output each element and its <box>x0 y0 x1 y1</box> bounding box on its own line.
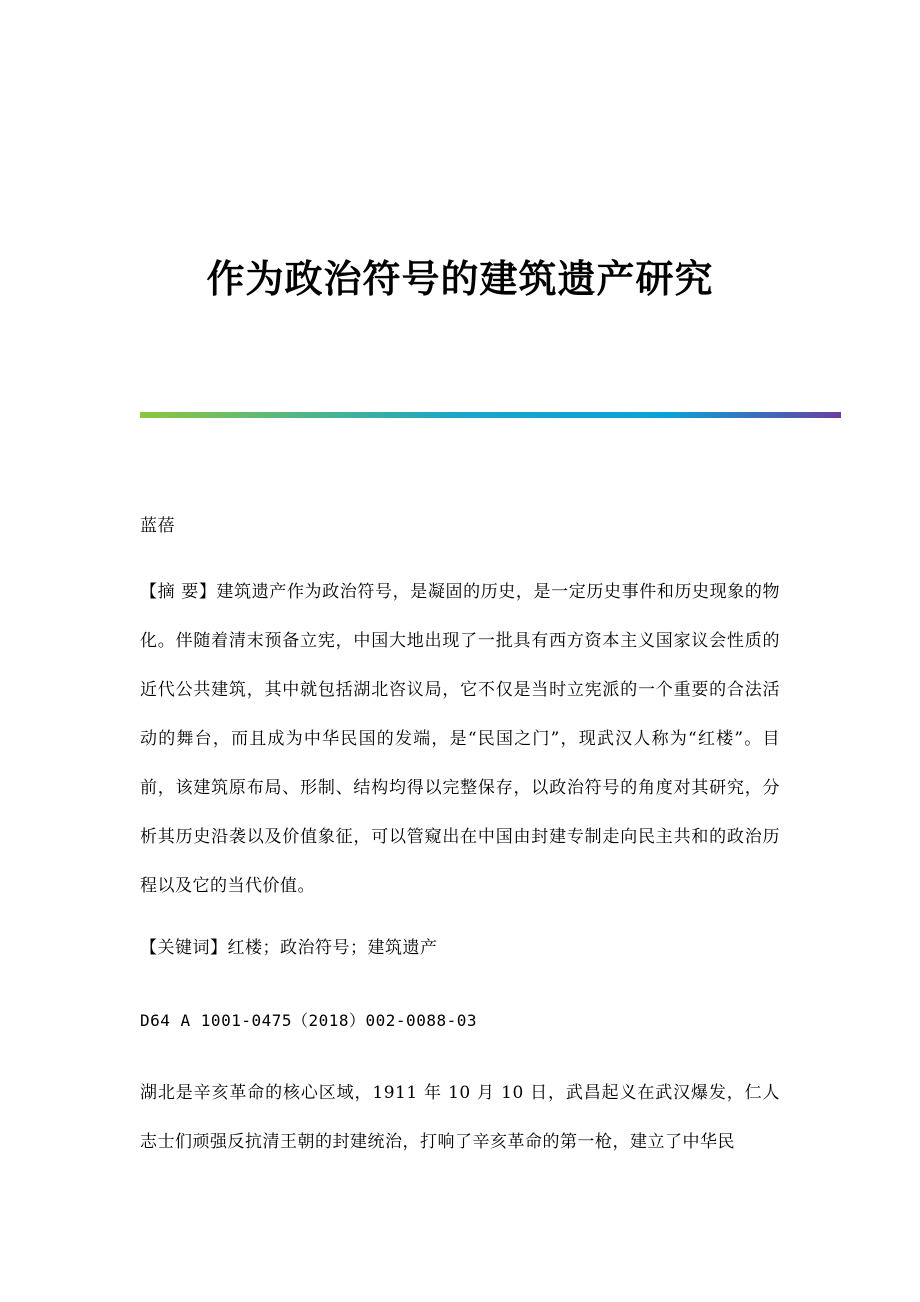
body-paragraph: 湖北是辛亥革命的核心区域，1911 年 10 月 10 日，武昌起义在武汉爆发，仁人志士们顽强反抗清王朝的封建统治，打响了辛亥革命的第一枪，建立了中华民 <box>140 1083 780 1152</box>
keywords <box>140 924 780 973</box>
abstract-text: 建筑遗产作为政治符号，是凝固的历史，是一定历史事件和历史现象的物化。伴随着清末预备立宪，中国大地出现了一批具有西方资本主义国家议会性质的近代公共建筑，其中就包括湖北咨议局，它不仅是当时立宪派的一个重要的合法活动的舞台，而且成为中华民国的发端，是“民国之门”，现武汉人称为“红楼”。目前，该建筑原布局、形制、结构均得以完整保存，以政治符号的角度对其研究，分析其历史沿袭以及价值象征，可以管窥出在中国由封建专制走向民主共和的政治历程以及它的当代价值。 <box>140 582 781 896</box>
document-title: 作为政治符号的建筑遗产研究 <box>206 256 714 302</box>
abstract-label: 【摘 要】 <box>140 582 217 602</box>
keywords-text: 红楼；政治符号；建筑遗产 <box>227 938 438 958</box>
abstract <box>140 568 780 911</box>
decorative-gradient-rule <box>140 412 841 418</box>
author-name: 蓝蓓 <box>140 516 175 536</box>
classification-code: D64 A 1001-0475（2018）002-0088-03 <box>140 1011 477 1030</box>
keywords-label: 【关键词】 <box>140 938 228 958</box>
